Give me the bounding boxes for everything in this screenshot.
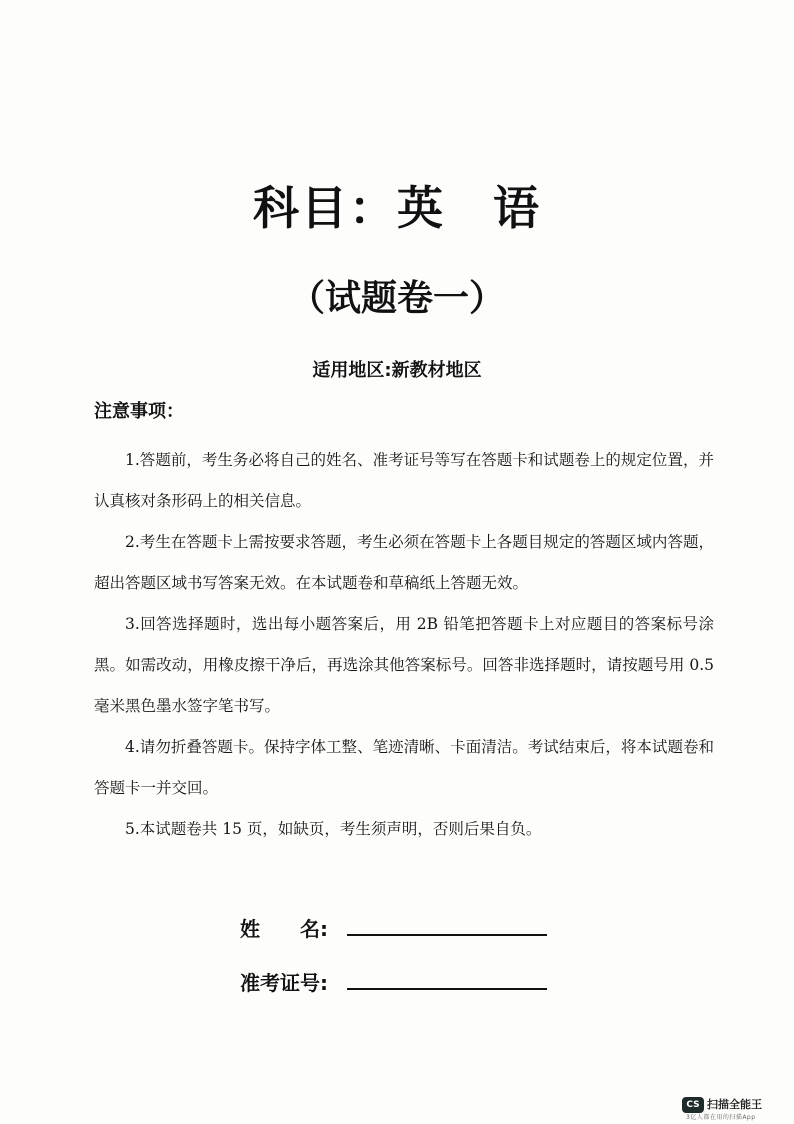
candidate-info-fields [240,898,547,1006]
name-blank-line [347,904,547,936]
exam-id-label: 准考证号: [240,971,328,995]
notes-heading: 注意事项： [94,401,184,422]
note-item-1: 1.答题前，考生务必将自己的姓名、准考证号等写在答题卡和试题卷上的规定位置，并认真核对条形码上的相关信息。 [94,451,714,510]
notes-list [94,440,714,850]
scanner-watermark [682,1097,786,1121]
paper-subtitle: （试题卷一） [288,277,505,319]
name-label: 姓 名: [240,917,328,941]
note-item-4: 4.请勿折叠答题卡。保持字体工整、笔迹清晰、卡面清洁。考试结束后，将本试题卷和答题卡一并交回。 [94,738,714,797]
watermark-tagline: 3亿人都在用的扫描App [686,1114,756,1121]
subject-title: 科目：英 语 [253,181,541,235]
note-item-2: 2.考生在答题卡上需按要求答题，考生必须在答题卡上各题目规定的答题区域内答题，超出答题区域书写答案无效。在本试题卷和草稿纸上答题无效。 [94,533,714,592]
note-item-5: 5.本试题卷共 15 页，如缺页，考生须声明，否则后果自负。 [125,820,542,838]
applicable-region: 适用地区:新教材地区 [312,360,482,381]
note-item-3: 3.回答选择题时，选出每小题答案后，用 2B 铅笔把答题卡上对应题目的答案标号涂黑。如需改动，用橡皮擦干净后，再选涂其他答案标号。回答非选择题时，请按题号用 0.5 毫米黑色墨水签字笔书写。 [94,615,714,715]
exam-id-field [240,952,547,996]
camscanner-logo-icon: CS [682,1097,704,1113]
exam-id-blank-line [347,958,547,990]
name-field [240,898,547,942]
watermark-app-name: 扫描全能王 [707,1098,762,1111]
